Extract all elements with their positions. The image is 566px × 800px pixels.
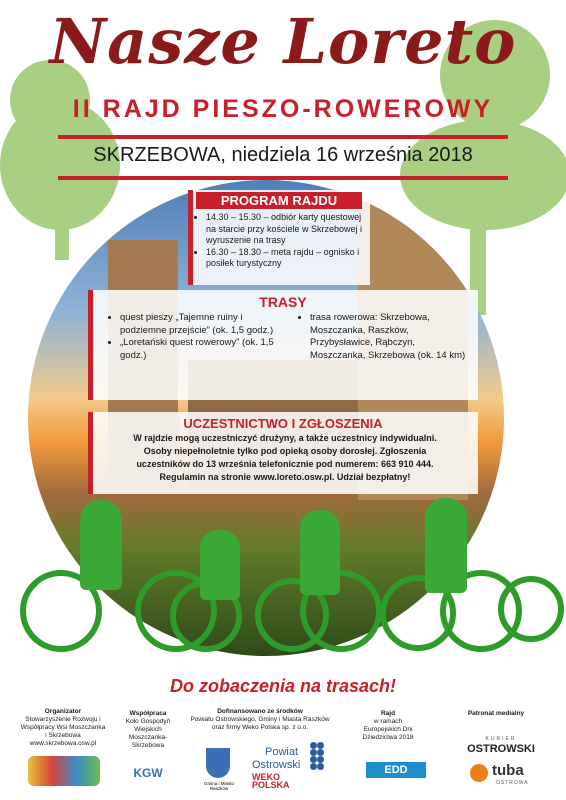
footer-rajd: [358, 710, 418, 742]
uczestnictwo-line-4: [100, 471, 470, 484]
footer-role: Organizator: [44, 708, 82, 715]
trasy-item: • quest pieszy „Tajemne ruiny i podziemne przejście” (ok. 1,5 godz.): [120, 312, 288, 337]
trasy-item: • trasa rowerowa: Skrzebowa, Moszczanka, Raszków, Przybysławice, Rąbczyn, Moszczanka, Skrzebowa (ok. 14 km): [310, 312, 468, 362]
uczestnictwo-body: [88, 431, 478, 484]
footer-patronat: [466, 710, 526, 718]
footer-wspolpraca: [118, 710, 178, 750]
program-item: • 14.30 – 15.30 – odbiór karty questowej na starcie przy kościele w Skrzebowej i wyruszenie na trasy: [206, 212, 364, 247]
powiat-label-1: Powiat: [265, 746, 299, 758]
kurier-label: OSTROWSKI: [467, 743, 535, 755]
uczestnictwo-line: Osoby niepełnoletnie tylko pod opieką osoby dorosłej. Zgłoszenia: [143, 446, 427, 456]
organizator-logo: [28, 756, 100, 786]
footer-organizator: [20, 708, 106, 748]
weko-label: WEKO: [252, 772, 280, 782]
page-subtitle: II RAJD PIESZO-ROWEROWY: [72, 95, 494, 123]
weko-label-2: POLSKA: [252, 780, 290, 790]
trasy-columns: [88, 310, 478, 362]
program-heading: PROGRAM RAJDU: [196, 192, 362, 209]
tuba-sub-label: OSTROWA: [496, 780, 529, 786]
tuba-label: tuba: [492, 762, 524, 779]
weko-logo: [252, 773, 290, 789]
footer-text: Stowarzyszenie Rozwoju i Współpracy Wsi Moszczanka i Skrzebowa www.skrzebowa.osw.pl: [20, 716, 106, 747]
cyclist-figure: [425, 498, 467, 593]
trasy-left-list: [110, 312, 288, 362]
kurier-logo: [456, 734, 546, 754]
tuba-logo-icon: [470, 764, 488, 782]
divider-top: [58, 135, 508, 139]
program-panel-accent: [188, 190, 193, 285]
powiat-dots-icon: [310, 742, 324, 770]
powiat-label-2: Ostrowski: [252, 759, 301, 771]
footer-text: Powiatu Ostrowskiego, Gminy i Miasta Raszków oraz firmy Weko Polska sp. z o.o.: [190, 716, 330, 731]
program-item: • 16.30 – 18.30 – meta rajdu – ognisko i posiłek turystyczny: [206, 247, 364, 270]
trasy-right-list: [288, 312, 468, 362]
uczestnictwo-heading: UCZESTNICTWO I ZGŁOSZENIA: [183, 416, 383, 431]
footer-role: Dofinansowano ze środków: [217, 708, 303, 715]
divider-bottom: [58, 176, 508, 180]
footer-text: Koło Gospodyń Wiejskich Moszczanka-Skrzebowa: [125, 718, 171, 749]
edd-logo: EDD: [366, 762, 426, 778]
cyclist-figure: [80, 500, 122, 590]
trasy-item: • „Loretański quest rowerowy” (ok. 1,5 godz.): [120, 337, 288, 362]
trasy-heading: TRASY: [259, 294, 307, 310]
program-panel: [188, 190, 370, 285]
kurier-small-label: KURIER: [485, 736, 517, 742]
footer-dofinansowano: [190, 708, 330, 732]
background-tree-left-trunk: [55, 200, 69, 260]
raszkow-crest-icon: [206, 748, 230, 778]
kgw-logo: KGW: [133, 766, 163, 780]
bike-wheel: [498, 576, 564, 642]
footer-role: Rajd: [380, 710, 396, 717]
closing-text: Do zobaczenia na trasach!: [169, 676, 397, 696]
program-list: [188, 212, 370, 270]
gmina-label: Gmina i Miasto Raszków: [203, 781, 234, 791]
cyclist-figure: [300, 510, 340, 595]
footer-role: Patronat medialny: [467, 710, 525, 717]
uczestnictwo-panel: [88, 412, 478, 494]
cyclists-illustration: [0, 490, 566, 660]
uczestnictwo-line: W rajdzie mogą uczestniczyć drużyny, a także uczestnicy indywidualni.: [133, 433, 437, 443]
trasy-panel: [88, 290, 478, 400]
location-date: SKRZEBOWA, niedziela 16 września 2018: [93, 144, 473, 166]
trasy-panel-accent: [88, 290, 93, 400]
footer-text: w ramach Europejskich Dni Dziedzictwa 2018: [362, 718, 414, 741]
free-entry-text: Udział bezpłatny!: [336, 472, 411, 482]
page-title: Nasze Loreto: [49, 5, 517, 78]
cyclist-figure: [200, 530, 240, 600]
uczestnictwo-line: uczestników do 13 września telefonicznie pod numerem: 663 910 444.: [136, 459, 434, 469]
footer-role: Współpraca: [129, 710, 167, 717]
uczestnictwo-panel-accent: [88, 412, 93, 494]
regulamin-text: Regulamin na stronie www.loreto.osw.pl.: [159, 472, 335, 482]
